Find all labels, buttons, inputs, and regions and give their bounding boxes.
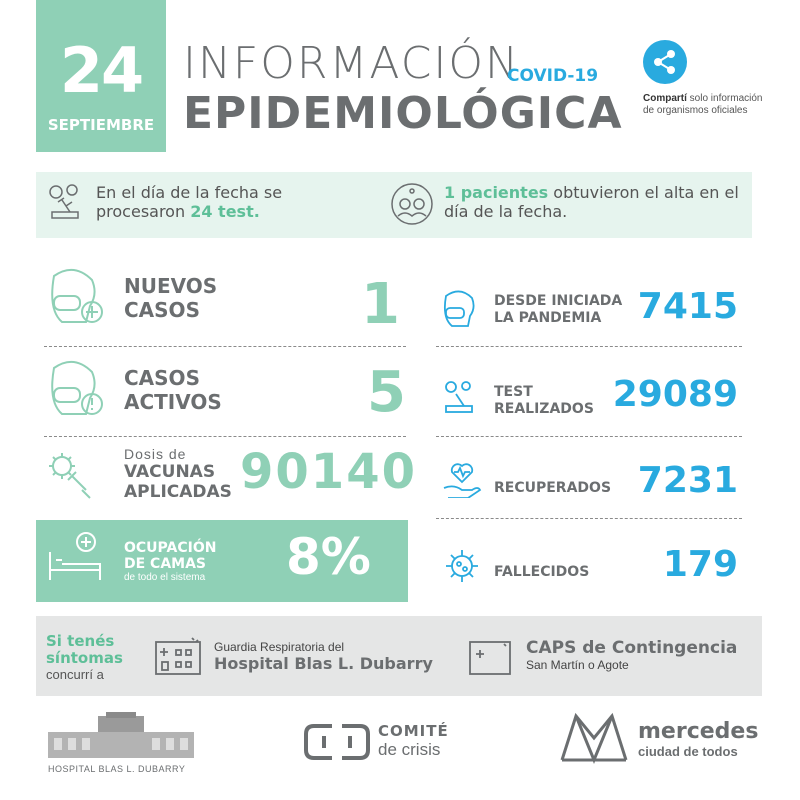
hospital-icon <box>154 636 204 676</box>
test-label <box>494 384 594 418</box>
casos-activos-icon <box>44 358 106 420</box>
comite-logo <box>304 722 370 762</box>
divider <box>436 518 742 519</box>
hospital-logo <box>48 712 194 758</box>
pandemia-icon <box>440 288 480 328</box>
test-value: 29089 <box>612 374 738 415</box>
share-text <box>643 93 773 117</box>
mercedes-2: ciudad de todos <box>638 744 738 759</box>
tests-text <box>96 183 326 221</box>
vac-label-2: VACUNAS <box>124 462 216 482</box>
covid-label: COVID-19 <box>507 66 599 86</box>
symptoms-title <box>46 633 123 682</box>
mercedes-text <box>638 720 758 759</box>
vac-label-3: APLICADAS <box>124 482 232 502</box>
vac-label-1: Dosis de <box>124 446 187 462</box>
pandemia-value: 7415 <box>637 286 738 327</box>
divider <box>436 346 742 347</box>
hospital-text <box>214 640 433 673</box>
share-rest: solo información de organismos oficiales <box>643 93 763 116</box>
nuevos-value: 1 <box>361 272 400 337</box>
beds-label-1: OCUPACIÓN <box>124 540 217 556</box>
patients-icon <box>390 182 434 226</box>
beds-sub: de todo el sistema <box>124 572 206 583</box>
date-day: 24 <box>59 34 143 107</box>
alta-value: 1 pacientes <box>444 183 549 202</box>
beds-value: 8% <box>286 528 371 586</box>
divider <box>44 346 406 347</box>
nuevos-label-2: CASOS <box>124 298 200 322</box>
tests-value: 24 test. <box>190 202 260 221</box>
beds-labels <box>124 540 216 583</box>
hosp-big: Hospital Blas L. Dubarry <box>214 654 433 673</box>
fallec-value: 179 <box>662 544 738 585</box>
alta-text <box>444 183 744 221</box>
share-bold: Compartí <box>643 93 687 104</box>
beds-label-2: DE CAMAS <box>124 556 207 572</box>
bed-icon <box>46 530 104 584</box>
lab-icon <box>46 182 84 224</box>
comite-text <box>378 722 449 760</box>
caps-big: CAPS de Contingencia <box>526 638 738 658</box>
pandemia-label-2: LA PANDEMIA <box>494 310 602 326</box>
heart-hand-icon <box>442 460 482 498</box>
nuevos-label-1: NUEVOS <box>124 274 218 298</box>
mercedes-logo <box>558 708 630 764</box>
caps-icon <box>468 638 514 676</box>
share-icon[interactable] <box>643 40 687 84</box>
vac-value: 90140 <box>240 444 417 500</box>
recup-value: 7231 <box>637 460 738 501</box>
virus-icon <box>442 546 482 586</box>
sym-sub: concurrí a <box>46 667 104 682</box>
activos-label-2: ACTIVOS <box>124 390 222 414</box>
comite-2: de crisis <box>378 740 441 759</box>
nuevos-casos-icon <box>44 266 106 328</box>
activos-label-1: CASOS <box>124 366 200 390</box>
vaccine-icon <box>46 450 96 500</box>
divider <box>436 436 742 437</box>
recup-label: RECUPERADOS <box>494 480 612 496</box>
nuevos-label <box>124 274 217 322</box>
activos-value: 5 <box>367 360 406 425</box>
hosp-small: Guardia Respiratoria del <box>214 640 345 654</box>
sym-title-2: síntomas <box>46 649 123 667</box>
pandemia-label <box>494 293 622 327</box>
test-icon <box>442 378 478 418</box>
title-line1: INFORMACIÓN <box>183 38 520 89</box>
activos-label <box>124 366 222 414</box>
comite-1: COMITÉ <box>378 722 449 740</box>
hospital-logo-text: HOSPITAL BLAS L. DUBARRY <box>48 764 186 774</box>
divider <box>44 436 406 437</box>
test-label-2: REALIZADOS <box>494 401 594 417</box>
mercedes-1: mercedes <box>638 719 759 744</box>
fallec-label: FALLECIDOS <box>494 564 590 580</box>
alta-post: obtuvieron el alta en el día de la fecha. <box>444 183 739 221</box>
title-line2: EPIDEMIOLÓGICA <box>183 88 623 139</box>
vac-label <box>124 446 232 502</box>
pandemia-label-1: DESDE INICIADA <box>494 293 623 309</box>
sym-title-1: Si tenés <box>46 632 115 650</box>
caps-text <box>526 638 737 672</box>
caps-small: San Martín o Agote <box>526 658 629 672</box>
date-box <box>36 0 166 152</box>
tests-pre: En el día de la fecha se procesaron <box>96 183 283 221</box>
test-label-1: TEST <box>494 384 533 400</box>
date-month: SEPTIEMBRE <box>47 116 155 134</box>
